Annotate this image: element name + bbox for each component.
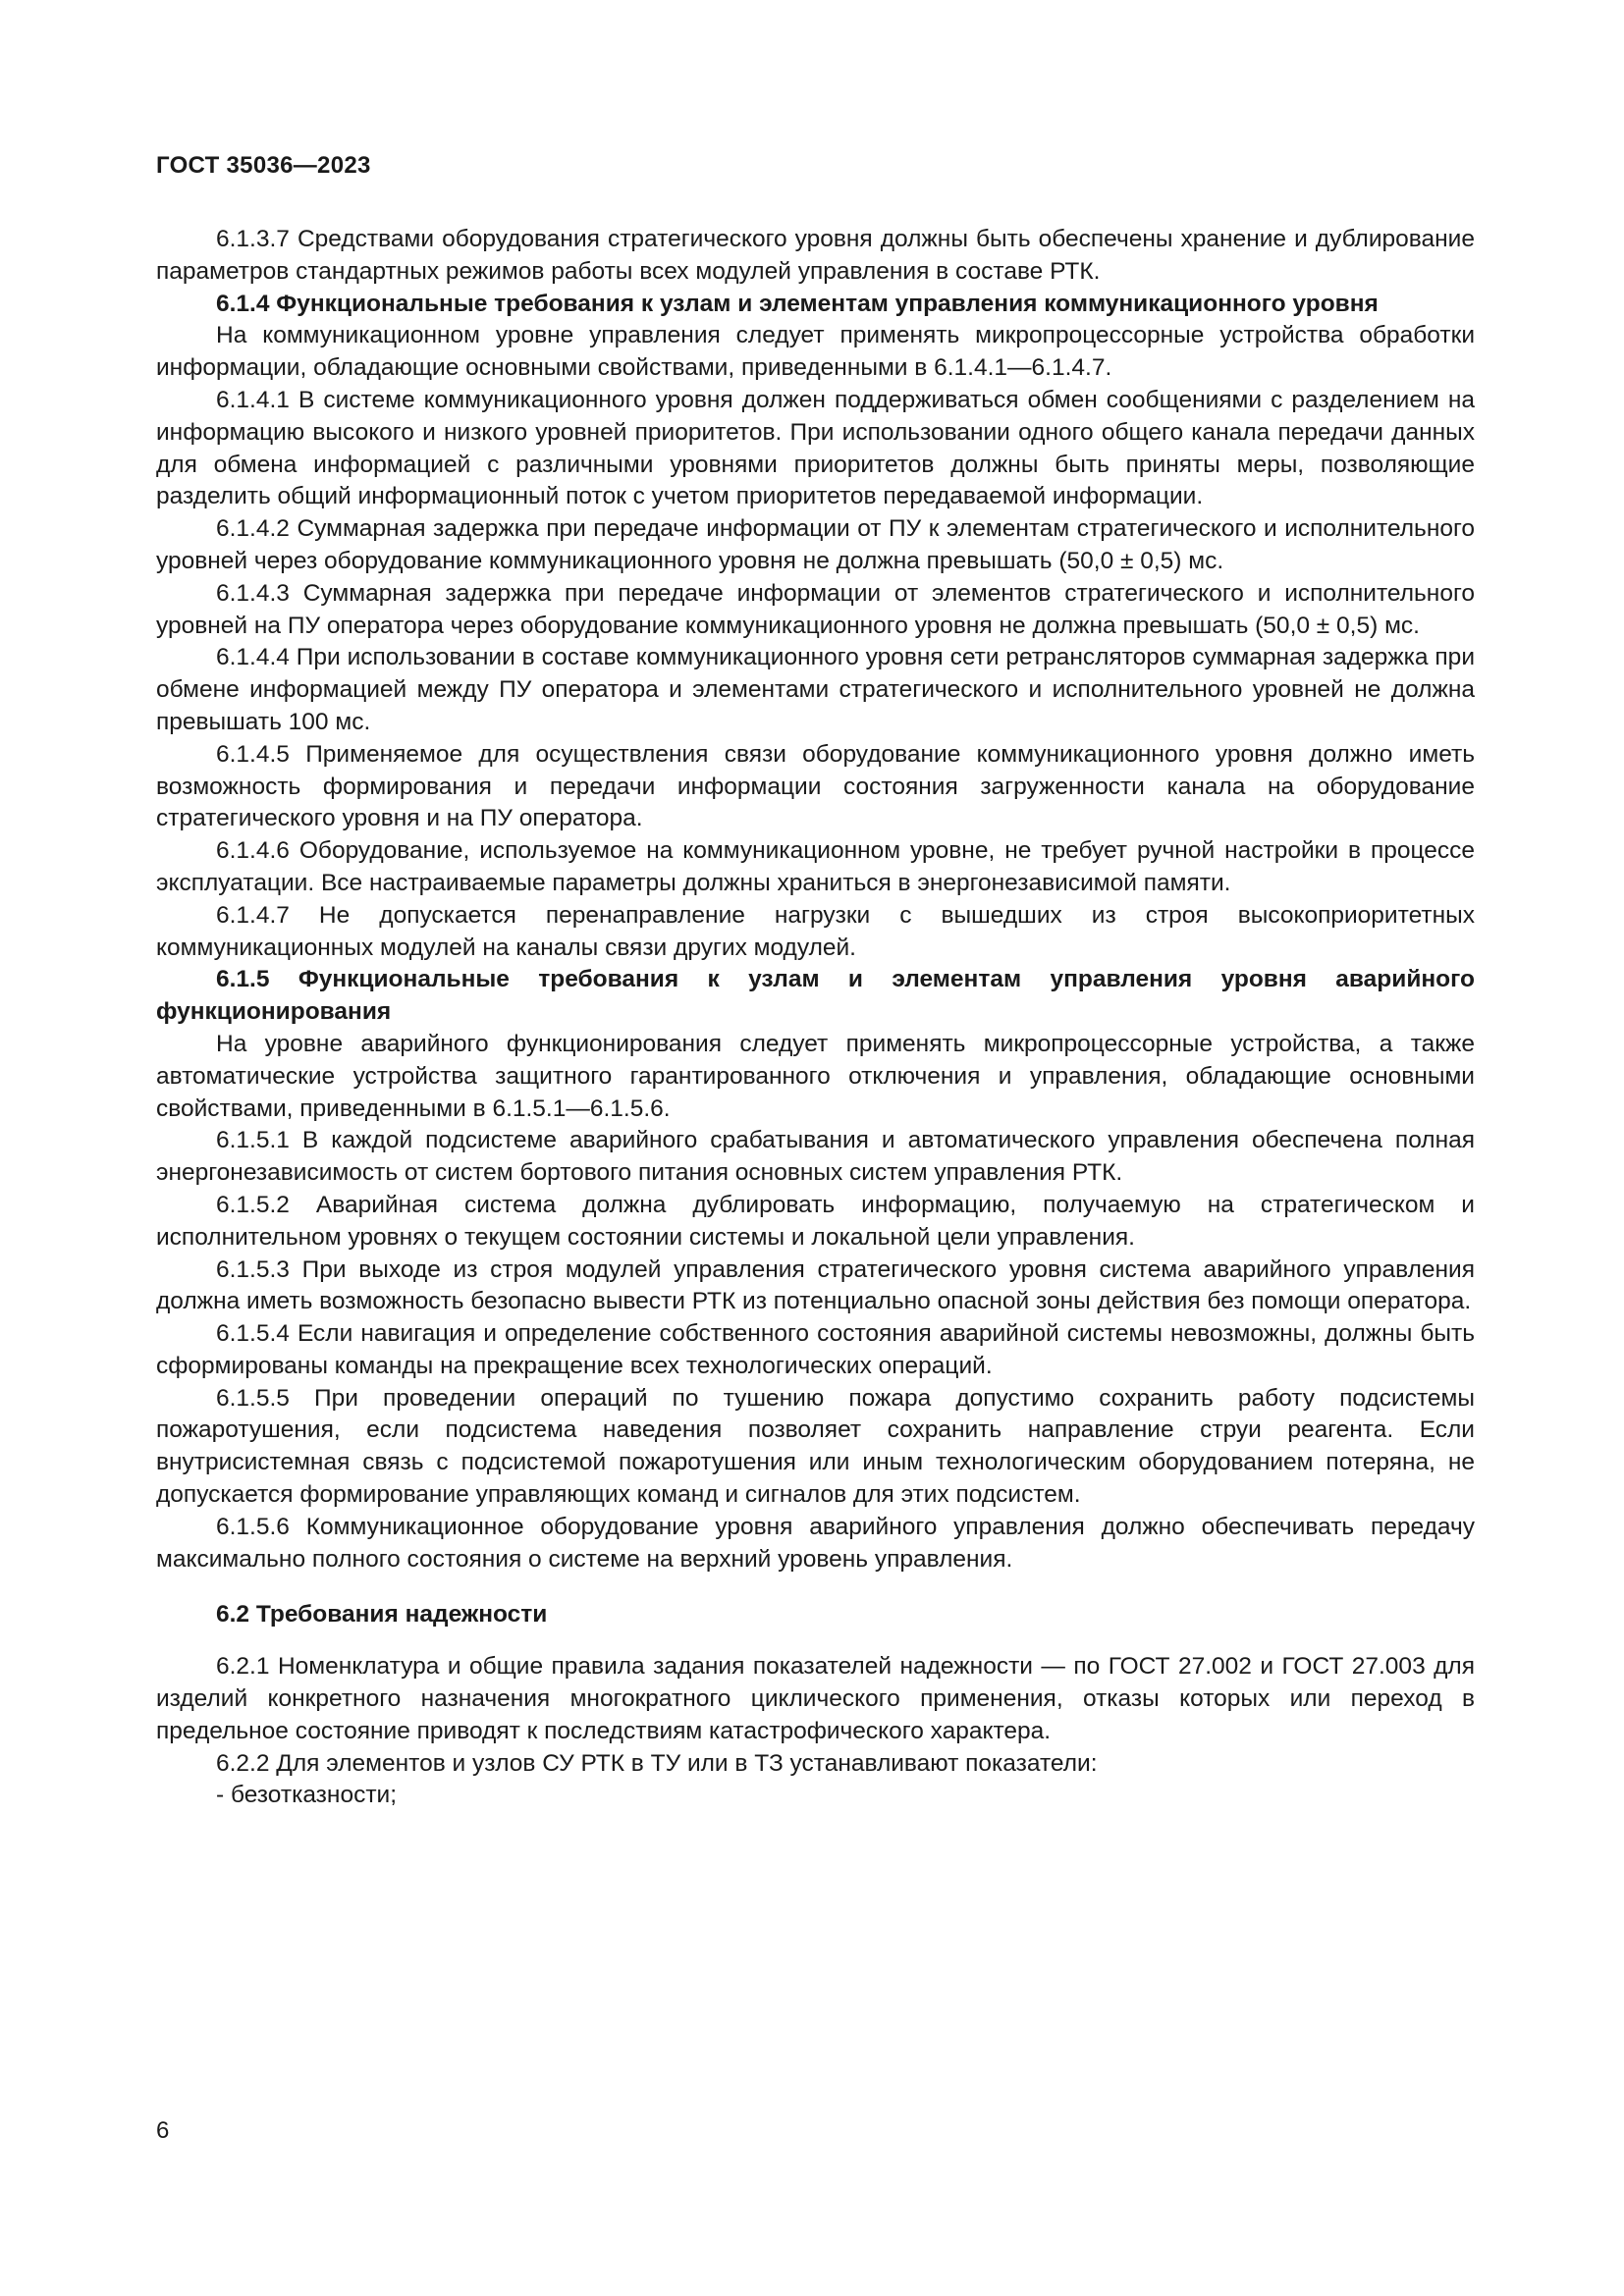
subsection-heading: 6.1.4 Функциональные требования к узлам и элементам управления коммуникационного уровня [216, 290, 1379, 317]
paragraph: 6.1.5.1 В каждой подсистеме аварийного срабатывания и автоматического управления обеспечена полная энергонезависимость от систем бортового питания основных систем управления РТК. [156, 1127, 1475, 1187]
paragraph: 6.1.5.2 Аварийная система должна дублировать информацию, получаемую на стратегическом и исполнительном уровнях о текущем состоянии системы и локальной цели управления. [156, 1191, 1475, 1251]
paragraph: 6.1.5.5 При проведении операций по тушению пожара допустимо сохранить работу подсистемы пожаротушения, если подсистема наведения позволяет сохранить направление струи реагента. Если внутрисистемная связь с подсистемой пожаротушения или иным технологическим оборудованием потеряна, не допускается формирование управляющих команд и сигналов для этих подсистем. [156, 1384, 1475, 1509]
paragraph: 6.1.4.4 При использовании в составе коммуникационного уровня сети ретрансляторов суммарная задержка при обмене информацией между ПУ оператора и элементами стратегического и исполнительного уровней не должна превышать 100 мс. [156, 644, 1475, 735]
paragraph: 6.1.4.5 Применяемое для осуществления связи оборудование коммуникационного уровня должно иметь возможность формирования и передачи информации состояния загруженности канала на оборудование стратегического уровня и на ПУ оператора. [156, 740, 1475, 832]
paragraph: - безотказности; [216, 1782, 398, 1809]
paragraph: На уровне аварийного функционирования следует применять микропроцессорные устройства, а также автоматические устройства защитного гарантированного отключения и управления, обладающие основными свойствами, приведенными в 6.1.5.1—6.1.5.6. [156, 1030, 1475, 1122]
paragraph: 6.1.5.3 При выходе из строя модулей управления стратегического уровня система аварийного управления должна иметь возможность безопасно вывести РТК из потенциально опасной зоны действия без помощи оператора. [156, 1255, 1475, 1315]
paragraph: 6.1.4.2 Суммарная задержка при передаче информации от ПУ к элементам стратегического и исполнительного уровней через оборудование коммуникационного уровня не должна превышать (50,0 ± 0,5) мс. [156, 515, 1475, 574]
paragraph: На коммуникационном уровне управления следует применять микропроцессорные устройства обработки информации, обладающие основными свойствами, приведенными в 6.1.4.1—6.1.4.7. [156, 322, 1475, 382]
paragraph: 6.1.5.4 Если навигация и определение собственного состояния аварийной системы невозможны, должны быть сформированы команды на прекращение всех технологических операций. [156, 1320, 1475, 1379]
paragraph: 6.2.1 Номенклатура и общие правила задания показателей надежности — по ГОСТ 27.002 и ГОСТ 27.003 для изделий конкретного назначения многократного циклического применения, отказы которых или переход в предельное состояние приводят к последствиям катастрофического характера. [156, 1653, 1475, 1744]
paragraph: 6.1.4.1 В системе коммуникационного уровня должен поддерживаться обмен сообщениями с разделением на информацию высокого и низкого уровней приоритетов. При использовании одного общего канала передачи данных для обмена информацией с различными уровнями приоритетов должны быть приняты меры, позволяющие разделить общий информационный поток с учетом приоритетов передаваемой информации. [156, 386, 1475, 510]
paragraph: 6.1.5.6 Коммуникационное оборудование уровня аварийного управления должно обеспечивать передачу максимально полного состояния о системе на верхний уровень управления. [156, 1513, 1475, 1573]
document-header: ГОСТ 35036—2023 [156, 152, 371, 179]
document-body [156, 224, 1475, 1812]
subsection-heading: 6.1.5 Функциональные требования к узлам и элементам управления уровня аварийного функционирования [156, 966, 1475, 1026]
paragraph: 6.2.2 Для элементов и узлов СУ РТК в ТУ или в ТЗ устанавливают показатели: [216, 1749, 1098, 1777]
paragraph: 6.1.3.7 Средствами оборудования стратегического уровня должны быть обеспечены хранение и дублирование параметров стандартных режимов работы всех модулей управления в составе РТК. [156, 226, 1475, 285]
page-number: 6 [156, 2117, 170, 2144]
paragraphs-before [156, 224, 1475, 1575]
paragraphs-after [156, 1651, 1475, 1812]
paragraph: 6.1.4.3 Суммарная задержка при передаче информации от элементов стратегического и исполнительного уровней на ПУ оператора через оборудование коммуникационного уровня не должна превышать (50,0 ± 0,5) мс. [156, 579, 1475, 639]
paragraph: 6.1.4.7 Не допускается перенаправление нагрузки с вышедших из строя высокоприоритетных коммуникационных модулей на каналы связи других модулей. [156, 901, 1475, 961]
paragraph: 6.1.4.6 Оборудование, используемое на коммуникационном уровне, не требует ручной настройки в процессе эксплуатации. Все настраиваемые параметры должны храниться в энергонезависимой памяти. [156, 837, 1475, 896]
section-heading: 6.2 Требования надежности [216, 1601, 548, 1629]
